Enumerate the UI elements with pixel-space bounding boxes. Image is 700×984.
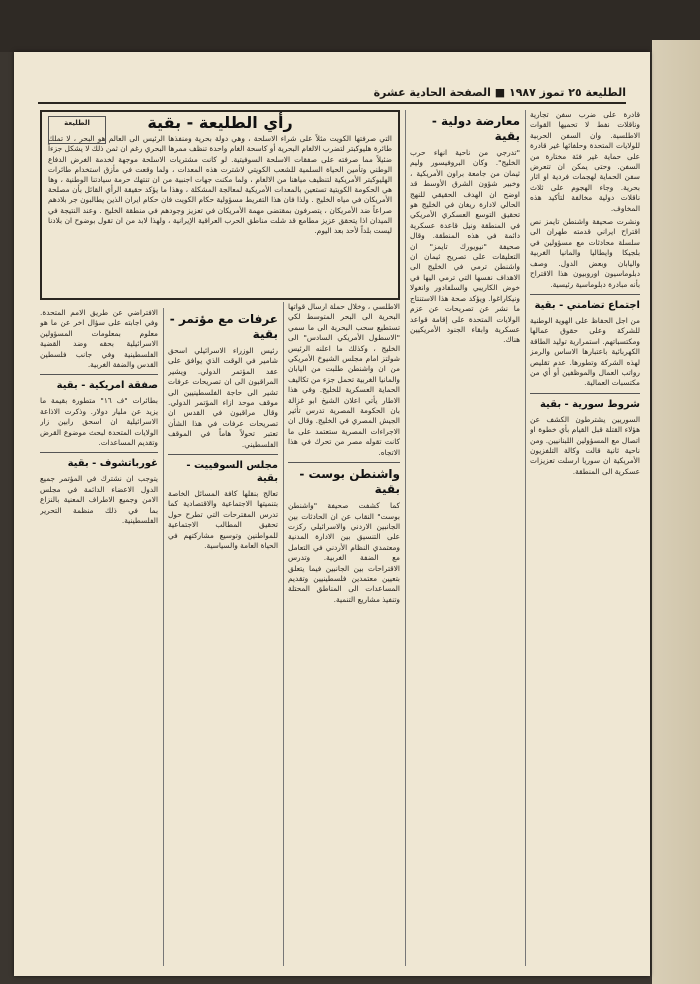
soviet-headline: مجلس السوفييت - بقية: [186, 460, 278, 485]
next-page-edge: [652, 40, 700, 984]
section-divider: [530, 294, 640, 295]
politics-body: "تدرجي من ناحية انهاء حرب الخليج". وكان البروفيسور وليم ثيمان من جامعة براون الأمريكية ، وخبير شؤون الشرق الأوسط قد اوضح ان الهدف الحقيقي للنهج الحالي لادارة ريغان في الخليج هو تحقيق التوسع العسكري الأمريكي في المنطقة ونيل قاعدة عسكرية دائمة في هذه المنطقة. وقال صحيفة "نيويورك تايمز" ان التعليقات على تصريح ثيمان ان واشنطن ترمي في الخليج الى الاهداف نفسها التي ترمي اليها في خوض الكاريبي والسلفادور وانغولا ونيكاراغوا. ويؤكد صحة هذا الاستنتاج ما نشر عن تصريحات عن عزم الولايات المتحدة على إقامة قواعد عسكرية وابقاء الجنود الأمريكيين هناك.: [410, 148, 520, 345]
column-rule: [163, 308, 164, 966]
gorbachev-headline: غورباتشوف - بقية: [67, 458, 158, 470]
column-politics: [410, 110, 520, 966]
column-middle: [288, 302, 400, 966]
section-divider: [530, 393, 640, 394]
meeting-body: من اجل الحفاظ على الهوية الوطنية للشركة وعلى حقوق عمالها ومكتسباتهم. استمرارية توليد الطاقة الكهربائية باعتبارها الاساس والرمز لهذه الشركة وتطورها. عدم تقليص رواتب العمال والموظفين أو أي من مكتسبات العمالية.: [530, 315, 640, 388]
column-arafat: [168, 308, 278, 966]
section-divider: [40, 452, 158, 453]
washington-headline: واشنطن بوست - بقية: [299, 467, 400, 497]
top-background: [0, 0, 700, 52]
soviet-body: تعالج بنقلها كافة المسائل الخاصة بتنميتها الاجتماعية والاقتصادية كما تدرس المقترحات التي تطرح حول تحقيق المطالب الاجتماعية للمواطنين وتوسيع مشاركتهم في الحياة العامة والسياسية.: [168, 489, 278, 551]
page-header-text: الطليعة ٢٥ تموز ١٩٨٧ ■ الصفحة الحادية عشرة: [373, 85, 626, 99]
politics-headline: معارضة دولية - بقية: [431, 114, 520, 143]
editorial-body: التي صرفتها الكويت مثلاً على شراء الاسلحة ، وهي دولة بحرية ومنفذها الرئيس الى العالم هو البحر ، لا تملك طائرة هليوكبتر لتضرب الالغام البحرية أو كاسحة الغام واحدة تنظف ممرها البحري رغم ان ثمن ذلك لا يشكل جزءاً ضئيلاً مما صرفته على صفقات الاسلحة السوفيتية. لو كانت مشتريات الاسلحة موجهة لخدمة الغرض الدفاع الوطني وتأمين الحياة السلمية للشعب الكويتي لاشترت هذه المعدات ، ولما وقعت في مأزق استخدام طائرات الهليوكبتر الأمريكية لتنظيف مياهنا من الالغام ، ولما مكنت جهات اجنبية من ان تنتهك حرمة سيادتنا الوطنية ، وها هي الحكومة الكويتية تستعين بالمعدات الأمريكية لمعالجة المشكلة ، وهذا ما يؤكد حقيقة الرأي القائل بأن مصلحة الأمريكان في مياه الخليج . ولذا فان هذا التفريط مسؤولية حكام الكويت فان حكام ايران الذين يطالبون جر بلادهم صراعاً ضد الأمريكان ، يتصرفون بمقتضى مهمة الأمريكان في تعزيز وجودهم في منطقة الخليج . وعند النتيجة في الميدان اذا يتحقق عزيز مطامع قد شلت مناطق الحرب العراقية الإيرانية ، ولهذا لابد من ان تقول بوضوح ان بلادنا ليست بلداً لأحد بعد اليوم.: [48, 134, 392, 236]
syria-body: السوريين يشترطون الكشف عن هؤلاء القتلة قبل القيام بأي خطوة او اتصال مع المسؤولين اللبنانيين. ومن ناحية ثانية قالت وكالة التلفزيون الأمريكية ان سوريا ارسلت تعزيزات عسكرية الى المنطقة.: [530, 414, 640, 476]
safqa-headline: صفقة امريكية - بقية: [56, 380, 158, 392]
editorial-masthead: الطليعة: [48, 116, 106, 144]
column-right: [530, 110, 640, 966]
column-right-quote: ونشرت صحيفة واشنطن تايمز نص اقتراح ايراني قدمته طهران الى سلسلة محادثات مع مسؤولين في بلجيكا وايطاليا والمانيا الغربية واليابان وبعض الدول. وصف دبلوماسيون اوروبيون هذا الاقتراح بأنه مبادرة دبلوماسية رئيسية.: [530, 217, 640, 289]
arafat-body: رئيس الوزراء الاسرائيلي اسحق شامير في الوقت الذي يوافق على عقد المؤتمر الدولي. ويشير المراقبون الى ان تصريحات عرفات تشير الى حاجة الفلسطينيين الى موقف موحد ازاء المؤتمر الدولي. وقال مراقبون في القدس ان تصريحات عرفات في هذا الشأن تعتبر تحولاً هاماً في الموقف الفلسطيني.: [168, 346, 278, 449]
section-divider: [288, 462, 400, 463]
column-rule: [405, 110, 406, 966]
column-left: [40, 308, 158, 966]
editorial-title: رأي الطليعة - بقية: [147, 113, 293, 132]
section-divider: [168, 454, 278, 455]
safqa-body: بطائرات "ف ١٦" متطورة بقيمة ما يزيد عن مليار دولار. وذكرت الاذاعة الاسرائيلية ان اسحق رابين زار الولايات المتحدة لبحث موضوع القرض وتقديم المساعدات.: [40, 396, 158, 448]
page-header: [38, 82, 626, 104]
arafat-headline: عرفات مع مؤتمر - بقية: [169, 312, 278, 341]
column-rule: [525, 110, 526, 966]
section-divider: [40, 374, 158, 375]
gorbachev-body: يتوجب ان نشترك في المؤتمر جميع الدول الاعضاء الدائمة في مجلس الامن وجميع الاطراف المعنية بالنزاع بما في ذلك منظمة التحرير الفلسطينية.: [40, 474, 158, 526]
newspaper-page: [14, 52, 650, 976]
column-left-top: الافتراضي عن طريق الامم المتحدة. وفي اجابته على سؤال اخر عن ما هو معلوم بمعلومات المسؤولين الاسرائيلية بحقه وضد القضية الفلسطينية وفي جانب فلسطين القدس والضفة الغربية.: [40, 308, 158, 370]
editorial-box: [40, 110, 400, 300]
column-right-lead: قادرة على ضرب سفن تجارية وناقلات نفط لا تحميها القوات الاطلسية. وان السفن الحربية للولايات المتحدة وحلفائها غير قادرة على حماية غير فئة مختارة من السفن. وحتى يمكن ان تتعرض سفن الحماية لهجمات فردية او اثار بحرية. وجاء الهجوم على ثلاث ناقلات دولية مخالفة لتأكيد هذه المخاوف.: [530, 110, 640, 213]
column-rule: [283, 302, 284, 966]
washington-body: كما كشفت صحيفة "واشنطن بوست" النقاب عن ان الحادثات بين الجانبين الاردني والاسرائيلي ركزت على التنسيق بين الادارة المدنية ومعتمدي النظام الأردني في التعامل مع الضفة الغربية. وتدرس الاقتراحات بين الجانبين فيما يتعلق بتعيين معتمدين فلسطينيين وتقديم المساعدات الى المناطق المحتلة وتنفيذ مشاريع التنمية.: [288, 501, 400, 604]
syria-headline: شروط سورية - بقية: [539, 398, 640, 410]
middle-lead: الاطلسي ، وخلال حملة ارسال قواتها البحرية الى البحر المتوسط لكي تستطيع سحب البحرية الى ما سمي "الاسطول الأمريكي السادس" الى الخليج ، وكذلك ما اعلنه الرئيس شولتز امام مجلس الشيوخ الأمريكي من ان واشنطن طلبت من اليابان والمانيا الغربية تحمل جزء من تكاليف الحماية العسكرية للخليج. وفي هذا الاطار يأتي اعلان الشيخ ابو غزالة بان الحكومة المصرية تدرس تأثير الجيش المصري في الخليج. وقال ان الاجراءات المصرية ستعتمد على ما كانت تقوله مصر من تحرك في هذا الاتجاه.: [288, 302, 400, 457]
meeting-headline: اجتماع تضامني - بقية: [534, 299, 640, 311]
